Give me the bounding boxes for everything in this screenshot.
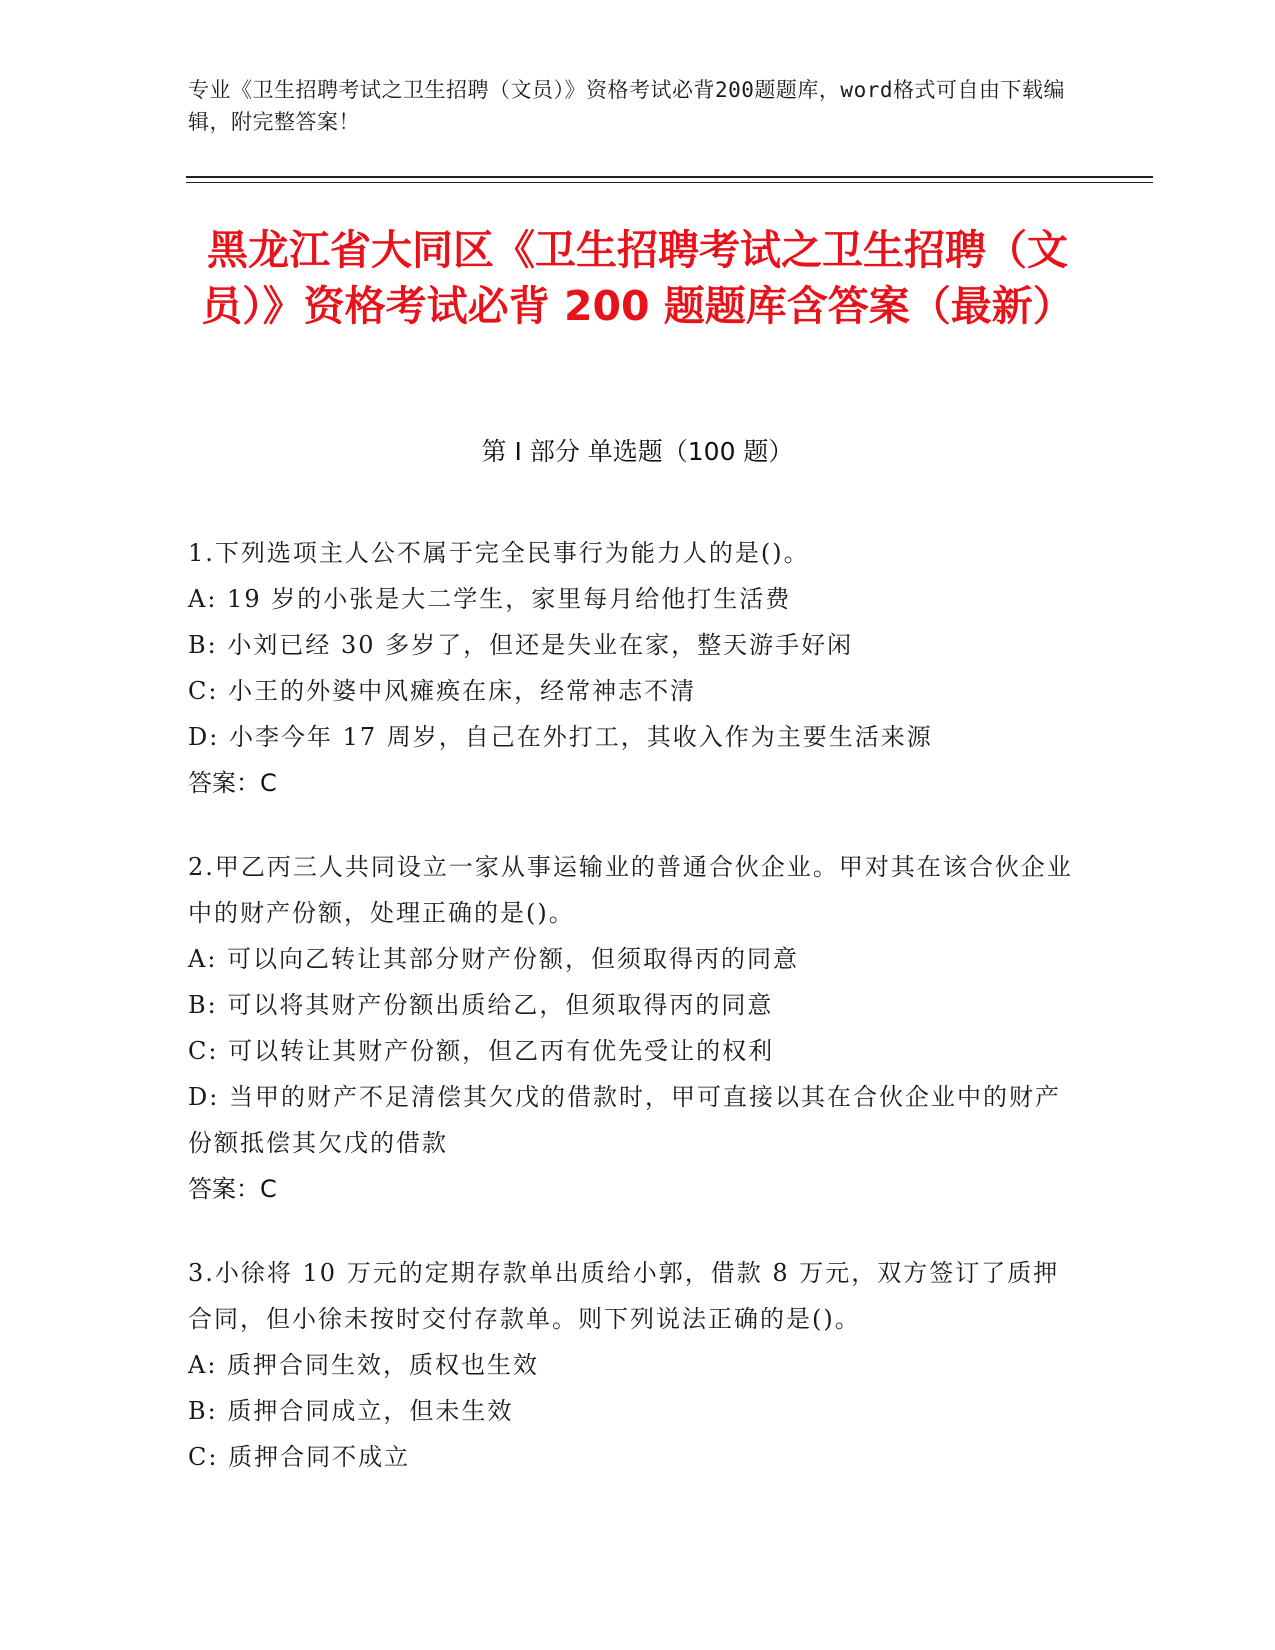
header-divider: [186, 176, 1153, 178]
question-item: [188, 530, 1078, 806]
option-d: D: 当甲的财产不足清偿其欠戊的借款时，甲可直接以其在合伙企业中的财产份额抵偿其欠戊的借款: [188, 1083, 1061, 1157]
question-stem: 2.甲乙丙三人共同设立一家从事运输业的普通合伙企业。甲对其在该合伙企业中的财产份额，处理正确的是()。: [188, 853, 1073, 927]
question-list: [188, 530, 1078, 1518]
answer-label: 答案：C: [188, 769, 277, 797]
question-stem: 3.小徐将 10 万元的定期存款单出质给小郭，借款 8 万元，双方签订了质押合同，但小徐未按时交付存款单。则下列说法正确的是()。: [188, 1259, 1060, 1333]
option-a: A: 19 岁的小张是大二学生，家里每月给他打生活费: [188, 585, 792, 613]
option-c: C: 可以转让其财产份额，但乙丙有优先受让的权利: [188, 1037, 775, 1065]
header-divider-thin: [186, 182, 1153, 183]
option-b: B: 可以将其财产份额出质给乙，但须取得丙的同意: [188, 991, 774, 1019]
option-a: A: 质押合同生效，质权也生效: [188, 1351, 540, 1379]
option-d: D: 小李今年 17 周岁，自己在外打工，其收入作为主要生活来源: [188, 723, 933, 751]
answer-label: 答案：C: [188, 1175, 277, 1203]
question-item: [188, 844, 1078, 1212]
question-item: [188, 1250, 1078, 1480]
question-stem: 1.下列选项主人公不属于完全民事行为能力人的是()。: [188, 539, 810, 567]
option-b: B: 质押合同成立，但未生效: [188, 1397, 514, 1425]
option-b: B: 小刘已经 30 多岁了，但还是失业在家，整天游手好闲: [188, 631, 854, 659]
option-c: C: 质押合同不成立: [188, 1443, 411, 1471]
document-title: 黑龙江省大同区《卫生招聘考试之卫生招聘（文员）》资格考试必背 200 题题库含答案（最新）: [201, 226, 1074, 330]
section-heading: 第 I 部分 单选题（100 题）: [481, 437, 794, 466]
header-note: 专业《卫生招聘考试之卫生招聘（文员）》资格考试必背200题题库，word格式可自由下载编辑，附完整答案！: [188, 78, 1065, 134]
option-a: A: 可以向乙转让其部分财产份额，但须取得丙的同意: [188, 945, 800, 973]
option-c: C: 小王的外婆中风瘫痪在床，经常神志不清: [188, 677, 697, 705]
